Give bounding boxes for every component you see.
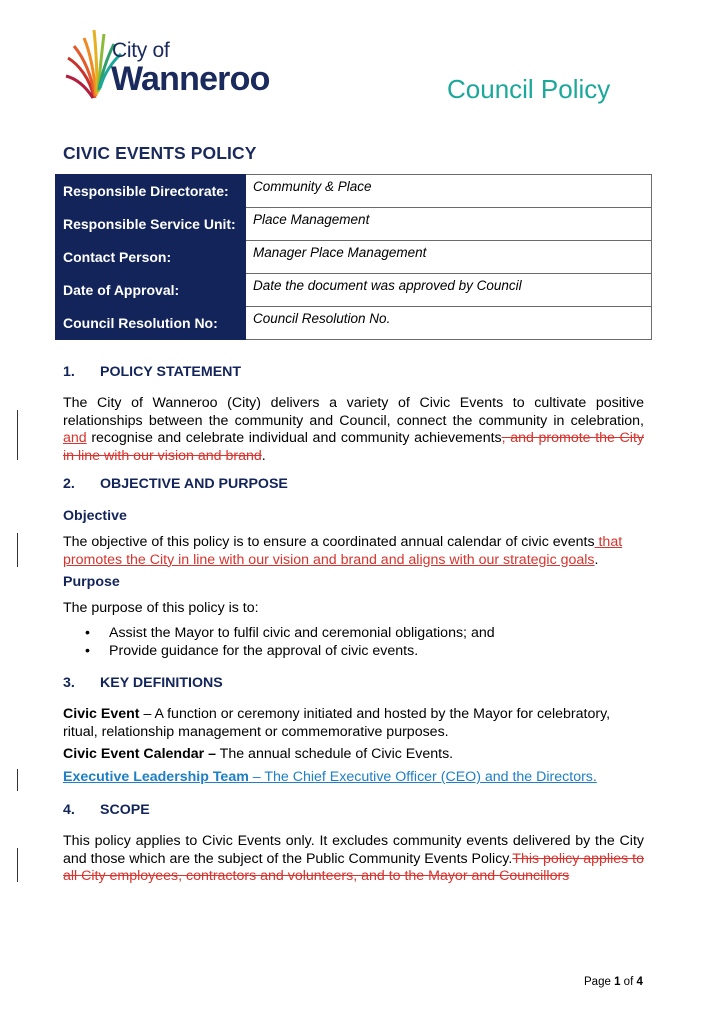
tracked-insertion: that promotes the City in line with our vision and brand and aligns with our strategic goals	[63, 534, 623, 568]
purpose-bullet-list	[63, 625, 495, 660]
table-label: Responsible Service Unit:	[56, 208, 246, 241]
table-row	[56, 208, 652, 241]
table-row	[56, 274, 652, 307]
definition-executive-leadership-team	[63, 769, 644, 787]
tracked-insertion: Executive Leadership Team – The Chief Executive Officer (CEO) and the Directors.	[63, 769, 597, 785]
logo-text-city-of: City of	[112, 39, 170, 62]
table-row	[56, 241, 652, 274]
section-number: 3.	[63, 675, 75, 691]
list-item: • Assist the Mayor to fulfil civic and ceremonial obligations; and	[85, 625, 495, 641]
revision-change-bar	[17, 410, 18, 460]
section-heading-key-definitions	[63, 675, 223, 691]
section-number: 2.	[63, 476, 75, 492]
table-label: Date of Approval:	[56, 274, 246, 307]
policy-statement-paragraph: The City of Wanneroo (City) delivers a variety of Civic Events to cultivate positive relationships between the community and Council, connect the community in celebration, and recognise and celebrate individual and community achievements, and promote the City in line with our vision and brand.	[63, 395, 644, 464]
table-value: Council Resolution No.	[246, 307, 652, 340]
objective-paragraph: The objective of this policy is to ensure a coordinated annual calendar of civic events that promotes the City in line with our vision and brand and aligns with our strategic goals.	[63, 534, 623, 568]
subheading-objective: Objective	[63, 508, 127, 524]
table-label: Responsible Directorate:	[56, 175, 246, 208]
tracked-insertion: and	[63, 430, 87, 447]
table-value: Place Management	[246, 208, 652, 241]
scope-paragraph: This policy applies to Civic Events only. It excludes community events delivered by the City and those which are the subject of the Public Community Events Policy.This policy applies to all City employees, contractors and volunteers, and to the Mayor and Councillors	[63, 833, 645, 885]
table-value: Date the document was approved by Council	[246, 274, 652, 307]
section-heading-policy-statement	[63, 364, 241, 380]
table-row	[56, 307, 652, 340]
table-label: Council Resolution No:	[56, 307, 246, 340]
section-heading-objective-purpose	[63, 476, 288, 492]
section-title: OBJECTIVE AND PURPOSE	[100, 476, 288, 492]
policy-info-table	[55, 174, 652, 340]
section-title: POLICY STATEMENT	[100, 364, 242, 380]
tracked-deletion: , and promote the City in line with our vision and brand	[63, 430, 644, 464]
table-row	[56, 175, 652, 208]
revision-change-bar	[17, 848, 18, 882]
revision-change-bar	[17, 769, 18, 791]
bullet-icon: •	[85, 625, 90, 641]
purpose-intro: The purpose of this policy is to:	[63, 600, 259, 616]
section-heading-scope	[63, 802, 150, 818]
definition-civic-event-calendar: Civic Event Calendar – The annual schedule of Civic Events.	[63, 746, 454, 762]
document-type-heading: Council Policy	[447, 74, 611, 104]
definition-civic-event: Civic Event – A function or ceremony initiated and hosted by the Mayor for celebratory, ritual, relationship management or commemorative purposes.	[63, 706, 611, 740]
tracked-deletion: This policy applies to all City employees, contractors and volunteers, and to the Mayor and Councillors	[63, 850, 645, 885]
page-number-footer: Page 1 of 4	[584, 976, 643, 988]
table-value: Community & Place	[246, 175, 652, 208]
table-value: Manager Place Management	[246, 241, 652, 274]
logo-text-wanneroo: Wanneroo	[111, 60, 270, 98]
table-label: Contact Person:	[56, 241, 246, 274]
city-of-wanneroo-logo	[64, 18, 294, 102]
list-item: • Provide guidance for the approval of civic events.	[85, 642, 419, 659]
revision-change-bar	[17, 533, 18, 567]
page-title: CIVIC EVENTS POLICY	[63, 143, 257, 163]
section-number: 1.	[63, 364, 75, 380]
subheading-purpose: Purpose	[63, 574, 120, 590]
section-number: 4.	[63, 802, 75, 818]
bullet-icon: •	[85, 642, 90, 659]
section-title: SCOPE	[100, 802, 150, 818]
section-title: KEY DEFINITIONS	[100, 675, 223, 691]
